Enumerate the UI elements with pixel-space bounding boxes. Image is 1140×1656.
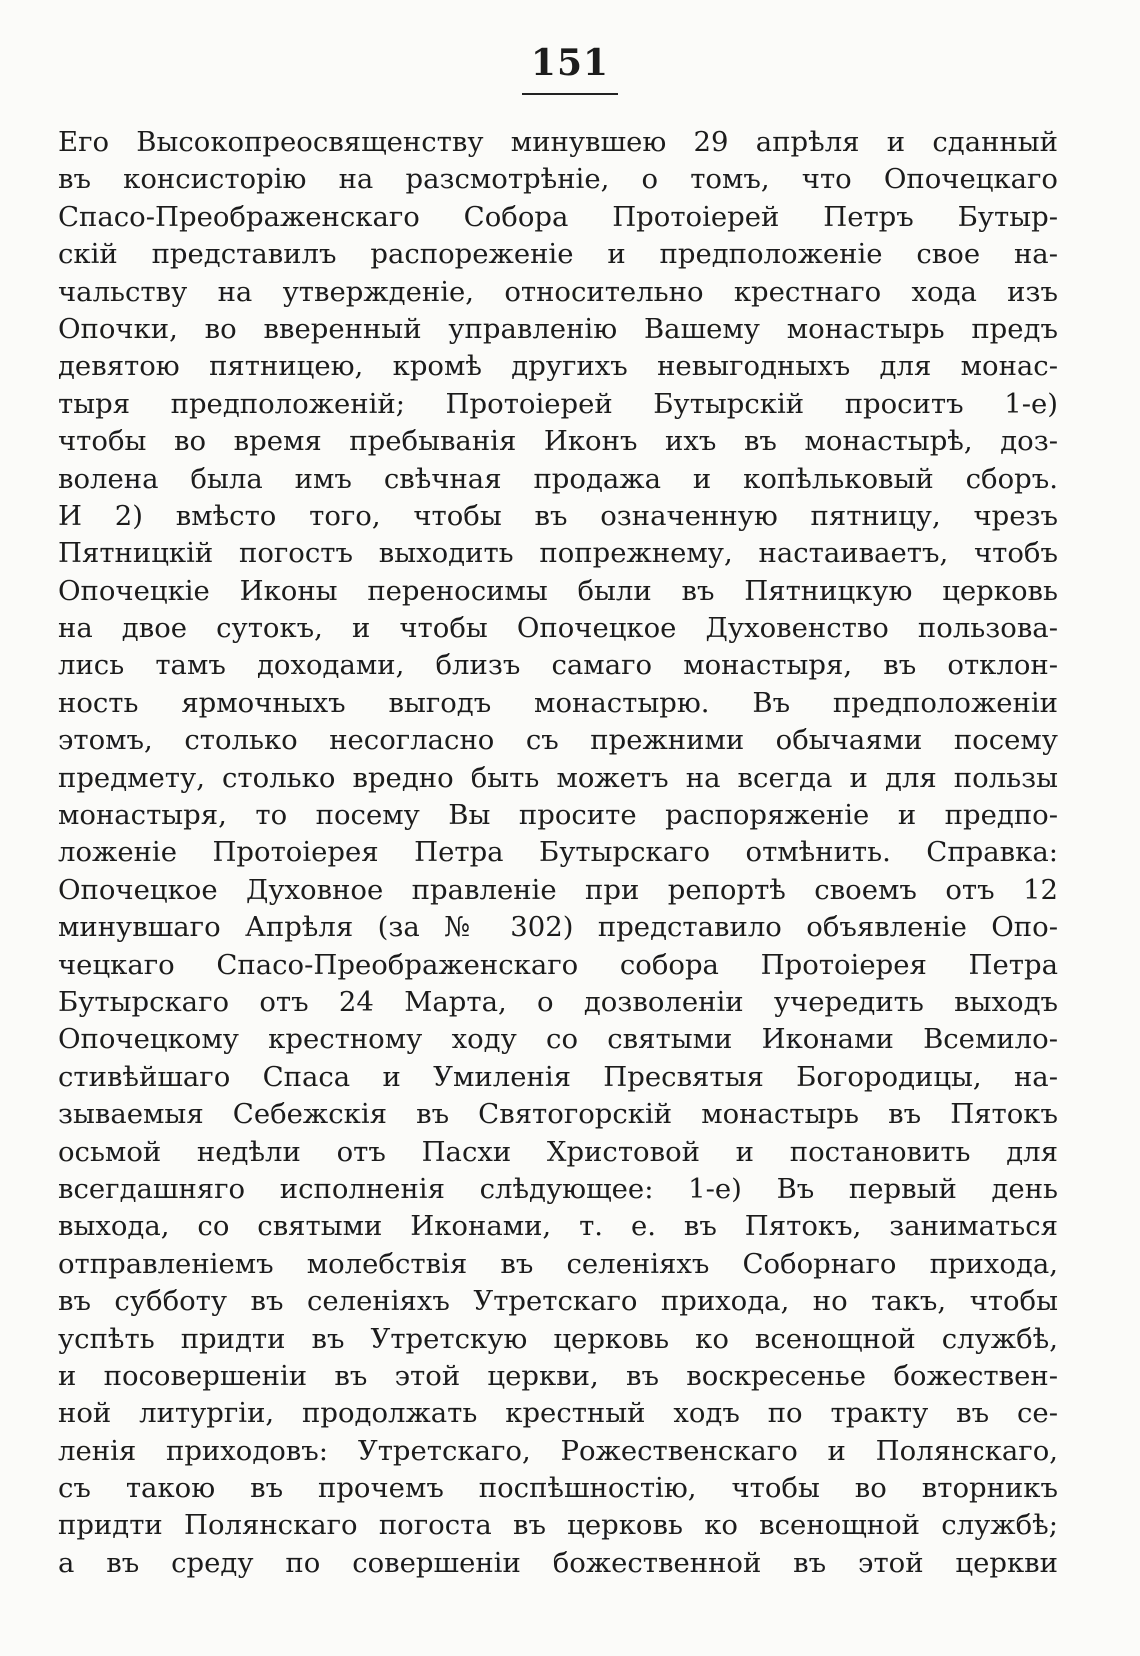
text-line: чтобы во время пребыванія Иконъ ихъ въ монастырѣ, доз- xyxy=(58,425,1058,458)
text-line: скій представилъ распореженіе и предположеніе свое на- xyxy=(58,238,1058,271)
text-line: ной литургіи, продолжать крестный ходъ по тракту въ се- xyxy=(58,1397,1058,1430)
text-line: въ субботу въ селеніяхъ Утретскаго прихода, но такъ, чтобы xyxy=(58,1285,1058,1318)
text-line: Опочецкому крестному ходу со святыми Иконами Всемило- xyxy=(58,1023,1058,1056)
text-line: девятою пятницею, кромѣ другихъ невыгодныхъ для монас- xyxy=(58,350,1058,383)
text-line: выхода, со святыми Иконами, т. е. въ Пятокъ, заниматься xyxy=(58,1210,1058,1243)
text-line: и посовершеніи въ этой церкви, въ воскресенье божествен- xyxy=(58,1359,1058,1392)
text-line: зываемыя Себежскія въ Святогорскій монастырь въ Пятокъ xyxy=(58,1098,1058,1131)
text-line: съ такою въ прочемъ поспѣшностію, чтобы во вторникъ xyxy=(58,1472,1058,1505)
text-line: Опочки, во вверенный управленію Вашему монастырь предъ xyxy=(58,312,1058,345)
body-text xyxy=(58,124,1058,1582)
text-line: на двое сутокъ, и чтобы Опочецкое Духовенство пользова- xyxy=(58,612,1058,645)
text-line: И 2) вмѣсто того, чтобы въ означенную пятницу, чрезъ xyxy=(58,499,1058,532)
text-line: всегдашняго исполненія слѣдующее: 1-е) Въ первый день xyxy=(58,1172,1058,1205)
text-line: этомъ, столько несогласно съ прежними обычаями посему xyxy=(58,724,1058,757)
text-line: отправленіемъ молебствія въ селеніяхъ Соборнаго прихода, xyxy=(58,1247,1058,1280)
text-line: въ консисторію на разсмотрѣніе, о томъ, что Опочецкаго xyxy=(58,163,1058,196)
page-number-underline xyxy=(522,93,618,95)
text-line: чецкаго Спасо-Преображенскаго собора Протоіерея Петра xyxy=(58,948,1058,981)
text-line: Опочецкіе Иконы переносимы были въ Пятницкую церковь xyxy=(58,574,1058,607)
text-line: придти Полянскаго погоста въ церковь ко всенощной службѣ; xyxy=(58,1509,1058,1542)
text-line: Пятницкій погостъ выходить попрежнему, настаиваетъ, чтобъ xyxy=(58,537,1058,570)
text-line: ложеніе Протоіерея Петра Бутырскаго отмѣнить. Справка: xyxy=(58,836,1058,869)
text-line: Опочецкое Духовное правленіе при репортѣ своемъ отъ 12 xyxy=(58,873,1058,906)
text-line: предмету, столько вредно быть можетъ на всегда и для пользы xyxy=(58,761,1058,794)
text-line: Спасо-Преображенскаго Собора Протоіерей Петръ Бутыр- xyxy=(58,200,1058,233)
text-line: минувшаго Апрѣля (за № 302) представило объявленіе Опо- xyxy=(58,911,1058,944)
page-number: 151 xyxy=(530,42,610,84)
text-line: чальству на утвержденіе, относительно крестнаго хода изъ xyxy=(58,275,1058,308)
text-line: ность ярмочныхъ выгодъ монастырю. Въ предположеніи xyxy=(58,686,1058,719)
text-line: монастыря, то посему Вы просите распоряженіе и предпо- xyxy=(58,799,1058,832)
text-line: ленія приходовъ: Утретскаго, Рожественскаго и Полянскаго, xyxy=(58,1434,1058,1467)
text-line: лись тамъ доходами, близъ самаго монастыря, въ отклон- xyxy=(58,649,1058,682)
text-line: стивѣйшаго Спаса и Умиленія Пресвятыя Богородицы, на- xyxy=(58,1060,1058,1093)
text-line: осьмой недѣли отъ Пасхи Христовой и постановить для xyxy=(58,1135,1058,1168)
text-line: волена была имъ свѣчная продажа и копѣльковый сборъ. xyxy=(58,462,1058,495)
text-line: Бутырскаго отъ 24 Марта, о дозволеніи учередить выходъ xyxy=(58,985,1058,1018)
text-line: успѣть придти въ Утретскую церковь ко всенощной службѣ, xyxy=(58,1322,1058,1355)
text-line: тыря предположеній; Протоіерей Бутырскій проситъ 1-е) xyxy=(58,387,1058,420)
text-line: а въ среду по совершеніи божественной въ этой церкви xyxy=(58,1546,1058,1579)
text-line: Его Высокопреосвященству минувшею 29 апрѣля и сданный xyxy=(58,126,1058,158)
